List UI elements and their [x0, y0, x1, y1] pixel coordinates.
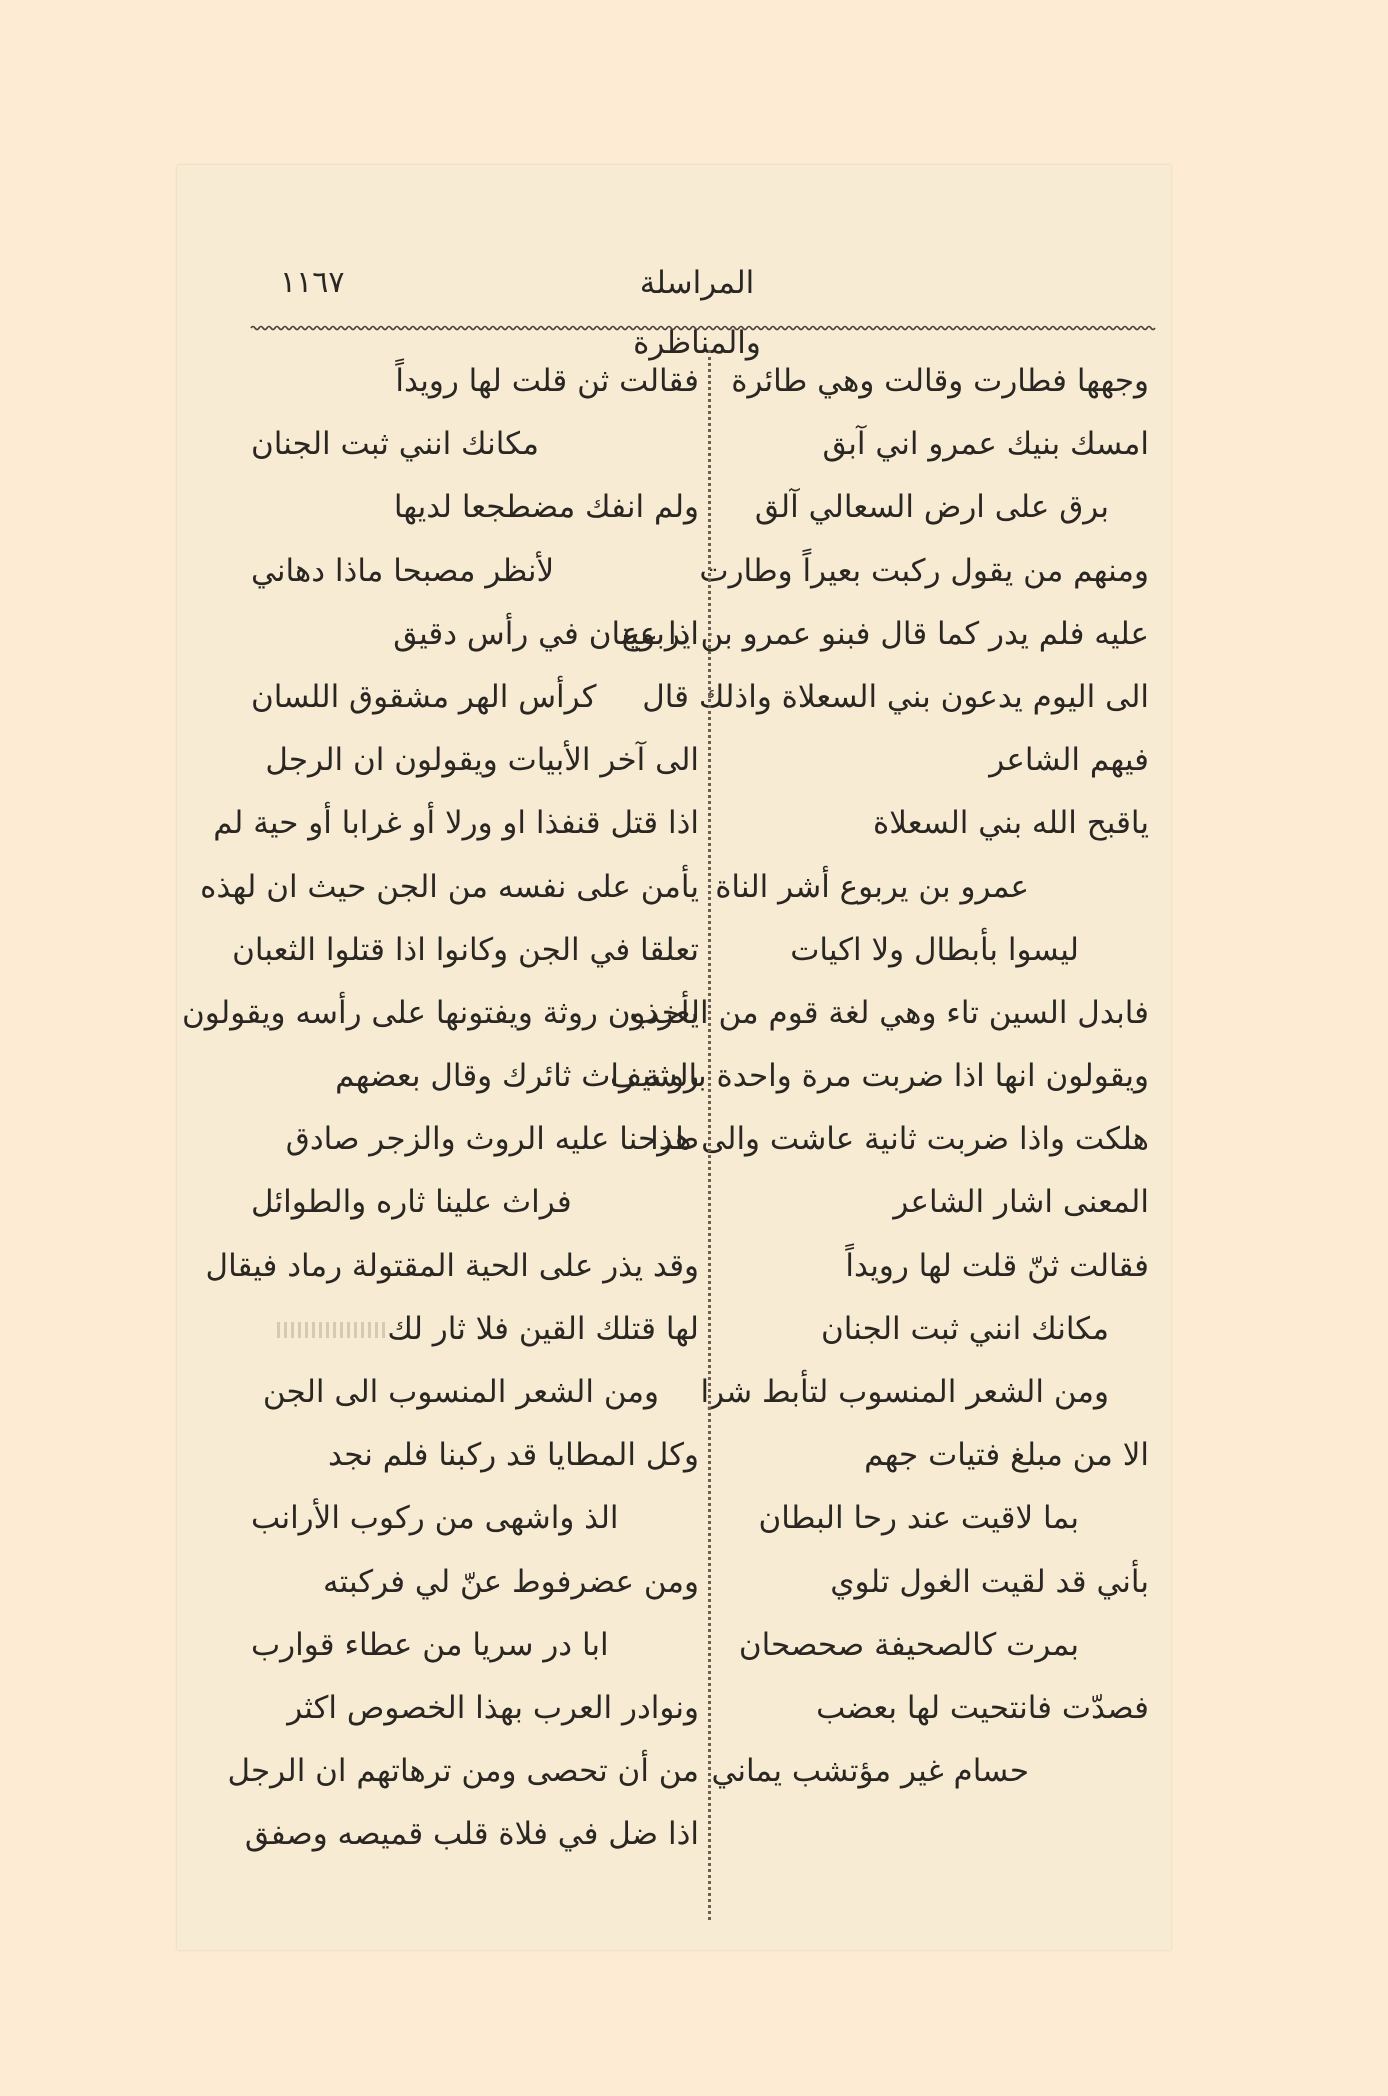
text-line-content: ليسوا بأبطال ولا اكيات: [790, 931, 1079, 968]
book-page: [177, 165, 1171, 1950]
text-line: [728, 1171, 1149, 1234]
text-line-content: لأنظر مصبحا ماذا دهاني: [251, 552, 555, 589]
text-line: [728, 1487, 1149, 1550]
text-line: [251, 729, 699, 792]
text-line-content: المعنى اشار الشاعر: [893, 1184, 1149, 1221]
text-line: [728, 1424, 1149, 1487]
text-line: [251, 1424, 699, 1487]
two-column-text: [181, 350, 1149, 1920]
text-line-content: امسك بنيك عمرو اني آبق: [822, 426, 1149, 463]
text-line-content: يأمن على نفسه من الجن حيث ان لهذه: [200, 868, 699, 905]
text-line-content: عمرو بن يربوع أشر الناة: [715, 868, 1029, 905]
text-line-content: وقد يذر على الحية المقتولة رماد فيقال: [205, 1247, 699, 1284]
text-line: [251, 1045, 699, 1108]
text-line: [251, 1361, 699, 1424]
text-line: [244, 1803, 699, 1866]
text-line-content: تعلقا في الجن وكانوا اذا قتلوا الثعبان: [232, 931, 699, 968]
text-line-content: من أن تحصى ومن ترهاتهم ان الرجل: [227, 1753, 699, 1790]
text-line-content: فقالت ثن قلت لها رويداً: [395, 363, 699, 399]
text-line: [728, 729, 1149, 792]
text-line: [728, 1551, 1149, 1614]
text-line: [650, 1108, 1149, 1171]
text-line-content: برق على ارض السعالي آلق: [754, 489, 1109, 526]
running-title: المراسلة والمناظرة: [633, 265, 761, 361]
text-line: [251, 1487, 699, 1550]
text-line-content: مكانك انني ثبت الجنان: [821, 1310, 1109, 1347]
text-line: [629, 982, 1149, 1045]
text-line-content: ياقبح الله بني السعلاة: [873, 805, 1149, 842]
text-line: [251, 1298, 699, 1361]
text-line: [251, 1677, 699, 1740]
page-header: [177, 253, 1171, 361]
text-line: [728, 1677, 1149, 1740]
text-line-content: فراث علينا ثاره والطوائل: [251, 1184, 572, 1221]
text-line-content: بما لاقيت عند رحا البطان: [758, 1500, 1079, 1537]
text-line: [205, 1235, 699, 1298]
text-line: [728, 476, 1149, 539]
text-line-content: اذا ضل في فلاة قلب قميصه وصفق: [244, 1816, 699, 1853]
text-line-content: ويقولون انها اذا ضربت مرة واحدة بالسيف: [610, 1058, 1149, 1095]
text-line: [728, 350, 1149, 413]
text-line-content: اذا عينان في رأس دقيق: [393, 615, 699, 652]
text-line-content: عليه فلم يدر كما قال فبنو عمرو بن يربوع: [621, 615, 1149, 652]
text-line: [699, 540, 1149, 603]
text-line-content: الذ واشهى من ركوب الأرانب: [251, 1500, 619, 1537]
text-line: [700, 1361, 1149, 1424]
text-line: [728, 792, 1149, 855]
text-line-content: لها قتلك القين فلا ثار لك: [387, 1310, 699, 1347]
text-line: [642, 666, 1149, 729]
text-line: [251, 603, 699, 666]
text-line: [610, 1045, 1149, 1108]
text-line-content: وجهها فطارت وقالت وهي طائرة: [731, 363, 1149, 399]
text-line-content: كرأس الهر مشقوق اللسان: [251, 678, 597, 715]
text-line-content: بأني قد لقيت الغول تلوي: [830, 1563, 1149, 1600]
text-line: [251, 476, 699, 539]
text-line: [251, 540, 699, 603]
text-line: [227, 1740, 699, 1803]
text-line: [728, 919, 1149, 982]
text-line: [715, 856, 1149, 919]
text-line: [200, 856, 699, 919]
text-line: [621, 603, 1149, 666]
text-line-content: الى اليوم يدعون بني السعلاة واذلك قال: [642, 678, 1149, 715]
text-line-content: اذا قتل قنفذا او ورلا أو غرابا أو حية لم: [213, 805, 699, 842]
text-line-content: الا من مبلغ فتيات جهم: [864, 1437, 1149, 1474]
text-line: [181, 982, 699, 1045]
text-line: [213, 792, 699, 855]
page-number: ١١٦٧: [280, 265, 345, 300]
text-line-content: ونوادر العرب بهذا الخصوص اكثر: [287, 1689, 699, 1726]
text-line: [728, 413, 1149, 476]
text-line-content: ومن الشعر المنسوب لتأبط شرا: [700, 1374, 1109, 1410]
text-line: [251, 1551, 699, 1614]
text-line-content: فابدل السين تاء وهي لغة قوم من العرب: [629, 994, 1149, 1031]
text-line-content: طرحنا عليه الروث والزجر صادق: [285, 1121, 699, 1158]
column-divider-dotted: [708, 350, 711, 1920]
text-line: [251, 413, 699, 476]
text-line-content: روثة راث ثائرك وقال بعضهم: [335, 1058, 699, 1095]
text-line-content: ومن عضرفوط عنّ لي فركبته: [323, 1563, 699, 1600]
right-column: [610, 350, 1149, 1920]
ink-blot-mark: [277, 1322, 387, 1338]
text-line-content: مكانك انني ثبت الجنان: [251, 426, 539, 463]
text-line-content: يأخذون روثة ويفتونها على رأسه ويقولون: [181, 994, 699, 1031]
text-line: [711, 1740, 1149, 1803]
text-line-content: ومنهم من يقول ركبت بعيراً وطارت: [699, 552, 1149, 589]
text-line-content: وكل المطايا قد ركبنا فلم نجد: [327, 1437, 699, 1474]
text-line-content: فصدّت فانتحيت لها بعضب: [816, 1689, 1149, 1726]
text-line-content: ابا در سريا من عطاء قوارب: [251, 1626, 609, 1663]
text-line: [251, 666, 699, 729]
text-line: [232, 919, 699, 982]
text-line: [251, 1614, 699, 1677]
text-line-content: هلكت واذا ضربت ثانية عاشت والى هذا: [650, 1121, 1149, 1158]
text-line-content: بمرت كالصحيفة صحصحان: [738, 1626, 1079, 1663]
text-line-content: حسام غير مؤتشب يماني: [711, 1753, 1029, 1790]
text-line: [251, 350, 699, 413]
text-line-content: الى آخر الأبيات ويقولون ان الرجل: [265, 742, 699, 779]
text-line-content: ولم انفك مضطجعا لديها: [393, 489, 699, 526]
text-line: [728, 1614, 1149, 1677]
text-line: [251, 1171, 699, 1234]
left-column: [181, 350, 699, 1920]
text-line-content: فقالت ثنّ قلت لها رويداً: [845, 1247, 1149, 1284]
text-line: [251, 1108, 699, 1171]
header-wavy-rule: [251, 325, 1149, 331]
text-line: [728, 1298, 1149, 1361]
text-line-content: فيهم الشاعر: [989, 742, 1149, 779]
text-line-content: ومن الشعر المنسوب الى الجن: [262, 1374, 659, 1410]
text-line: [728, 1235, 1149, 1298]
